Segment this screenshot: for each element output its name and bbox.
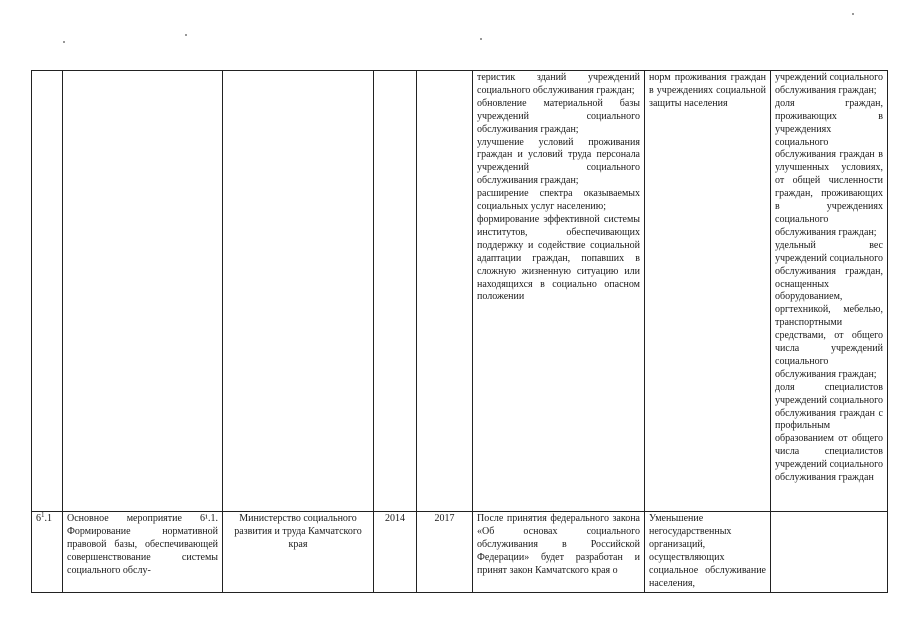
scan-speck [480,38,482,40]
cell-indicators [771,71,888,512]
consequences-text: Уменьшение негосударственных организаций, осуществляющих социальное обслуживание населения, [649,513,766,589]
row-number: 6 [36,513,41,524]
cell-executor [223,71,374,512]
result-line: формирование эффективной системы институтов, обеспечивающих поддержку и содействие социальной адаптации граждан, попавших в сложную жизненную ситуацию или находящихся в социально опасном положении [477,213,640,303]
measure-name-text: Основное мероприятие 6¹.1. Формирование нормативной правовой базы, обеспечивающей совершенствование системы социального обслу- [67,513,218,576]
cell-start-year [374,71,417,512]
indicator-line: доля специалистов учреждений социального обслуживания граждан с профильным образованием от общего числа специалистов учреждений социального обслуживания граждан [775,381,883,484]
result-line: теристик зданий учреждений социального обслуживания граждан; [477,72,640,96]
table-row [32,512,888,593]
cell-end-year [417,512,473,593]
result-line: обновление материальной базы учреждений социального обслуживания граждан; [477,97,640,135]
row-number-tail: .1 [44,513,52,524]
scan-speck [63,41,65,43]
cell-start-year [374,512,417,593]
result-text: После принятия федерального закона «Об основах социального обслуживания в Российской Федерации» будет разработан и принят закон Камчатского края о [477,513,640,576]
row-number-superscript: 1 [41,511,45,519]
cell-expected-result [473,71,645,512]
programme-table [31,70,888,593]
cell-measure-name [63,512,223,593]
executor-text: Министерство социального развития и труда Камчатского края [234,513,362,550]
cell-indicators [771,512,888,593]
indicator-line: удельный вес учреждений социального обслуживания граждан, оснащенных оборудованием, оргтехникой, мебелью, транспортными средствами, от общего числа учреждений социального обслуживания граждан; [775,239,883,380]
result-line: расширение спектра оказываемых социальных услуг населению; [477,188,640,213]
cell-consequences [645,71,771,512]
scan-speck [185,34,187,36]
start-year-text: 2014 [385,513,405,524]
table-row [32,71,888,512]
cell-consequences [645,512,771,593]
indicator-line: учреждений социального обслуживания граждан; [775,72,883,96]
consequences-text: норм проживания граждан в учреждениях социальной защиты населения [649,72,766,109]
end-year-text: 2017 [434,513,455,524]
cell-executor [223,512,374,593]
cell-number [32,71,63,512]
indicator-line: доля граждан, проживающих в учреждениях социального обслуживания граждан в улучшенных условиях, от общей численности граждан, проживающих в учреждениях социального обслуживания граждан; [775,97,883,238]
cell-end-year [417,71,473,512]
cell-measure-name [63,71,223,512]
cell-number [32,512,63,593]
result-line: улучшение условий проживания граждан и условий труда персонала учреждений социального обслуживания граждан; [477,136,640,187]
scan-speck [852,13,854,15]
cell-expected-result [473,512,645,593]
